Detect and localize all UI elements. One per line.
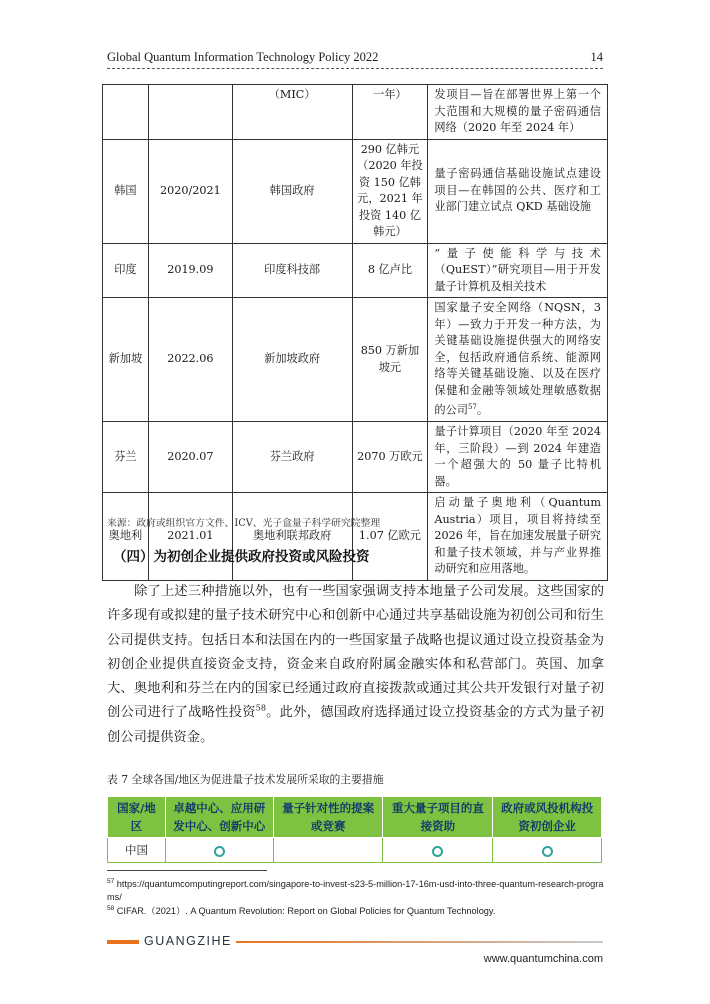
table-row bbox=[103, 422, 608, 493]
amount-cell: 290 亿韩元（2020 年投资 150 亿韩元，2021 年投资 140 亿韩元） bbox=[352, 139, 428, 243]
description-cell: 启动量子奥地利（Quantum Austria）项目，项目将持续至 2026 年，旨在加速发展量子研究和量子技术领域，并与产业界推动研究和应用落地。 bbox=[428, 493, 608, 581]
footer-accent-bar bbox=[107, 940, 139, 944]
table-row bbox=[103, 298, 608, 422]
country-cell: 韩国 bbox=[103, 139, 149, 243]
footer-brand-logo: GUANGZIHE bbox=[144, 934, 232, 948]
date-cell: 2020/2021 bbox=[148, 139, 232, 243]
section-heading: （四）为初创企业提供政府投资或风险投资 bbox=[113, 549, 370, 565]
description-cell: 量子计算项目（2020 年至 2024 年，三阶段）—到 2024 年建造一个超强大的 50 量子比特机器。 bbox=[428, 422, 608, 493]
mark-cell bbox=[383, 838, 493, 863]
document-title: Global Quantum Information Technology Policy 2022 bbox=[107, 50, 379, 64]
amount-cell: 一年） bbox=[352, 85, 428, 140]
header-divider bbox=[107, 68, 603, 69]
amount-cell: 850 万新加坡元 bbox=[352, 298, 428, 422]
region-cell: 中国 bbox=[108, 838, 166, 863]
footnote-ref[interactable]: 57 bbox=[467, 403, 477, 411]
paragraph-text: 。此外，德国政府选择通过设立投资基金的方式为量子初创公司提供资金。 bbox=[107, 705, 605, 745]
country-cell: 芬兰 bbox=[103, 422, 149, 493]
column-header: 国家/地区 bbox=[108, 797, 166, 838]
table-row bbox=[103, 243, 608, 298]
date-cell: 2021.01 bbox=[148, 493, 232, 581]
ring-icon bbox=[214, 846, 225, 857]
policy-table bbox=[102, 84, 608, 581]
footer-url[interactable]: www.quantumchina.com bbox=[483, 953, 603, 965]
footnote-number: 58 bbox=[107, 904, 115, 912]
footnote-item bbox=[107, 878, 604, 904]
page-header bbox=[107, 48, 603, 68]
date-cell: 2020.07 bbox=[148, 422, 232, 493]
column-header: 重大量子项目的直接资助 bbox=[383, 797, 493, 838]
agency-cell: 韩国政府 bbox=[232, 139, 352, 243]
table-source-note: 来源：政府或组织官方文件、ICV、光子盒量子科学研究院整理 bbox=[107, 518, 381, 529]
description-text: 国家量子安全网络（NQSN，3 年）—致力于开发一种方法，为关键基础设施提供强大的网络安全，包括政府通信系统、能源网络等关键基础设施、以及在医疗保健和金融等领域处理敏感数据的公司 bbox=[434, 301, 601, 417]
agency-cell: 奥地利联邦政府 bbox=[232, 493, 352, 581]
description-cell: 国家量子安全网络（NQSN，3 年）—致力于开发一种方法，为关键基础设施提供强大的网络安全，包括政府通信系统、能源网络等关键基础设施、以及在医疗保健和金融等领域处理敏感数据的公司$^{57}$。 bbox=[428, 298, 608, 422]
mark-cell bbox=[273, 838, 383, 863]
agency-cell: 新加坡政府 bbox=[232, 298, 352, 422]
footnote-divider bbox=[107, 870, 267, 871]
footnote-number: 57 bbox=[107, 877, 115, 885]
date-cell: 2019.09 bbox=[148, 243, 232, 298]
column-header: 量子针对性的提案或竞赛 bbox=[273, 797, 383, 838]
paragraph-text: 除了上述三种措施以外，也有一些国家强调支持本地量子公司发展。这些国家的许多现有或拟建的量子技术研究中心和创新中心通过共享基础设施为初创公司和衍生公司提供支持。包括日本和法国在内的一些国家量子战略也提议通过设立投资基金为初创企业提供直接资金支持，资金来自政府附属金融实体和私营部门。英国、加拿大、奥地利和芬兰在内的国家已经通过政府直接拨款或通过其公共开发银行对量子初创公司进行了战略性投资 bbox=[107, 584, 604, 721]
agency-cell: 芬兰政府 bbox=[232, 422, 352, 493]
footnote-ref[interactable]: 58 bbox=[255, 704, 266, 714]
table-row bbox=[103, 139, 608, 243]
body-paragraph bbox=[107, 580, 604, 750]
amount-cell: 1.07 亿欧元 bbox=[352, 493, 428, 581]
footnote-link[interactable]: https://quantumcomputingreport.com/singapore-to-invest-s23-5-million-17-16m-usd-into-three-quantum-research-programs/ bbox=[107, 879, 604, 902]
page-number: 14 bbox=[590, 50, 603, 64]
description-cell: 发项目—旨在部署世界上第一个大范围和大规模的量子密码通信网络（2020 年至 2024 年） bbox=[428, 85, 608, 140]
mark-cell bbox=[165, 838, 273, 863]
column-header: 卓越中心、应用研发中心、创新中心 bbox=[165, 797, 273, 838]
country-cell: 新加坡 bbox=[103, 298, 149, 422]
footnote-item bbox=[107, 905, 604, 918]
amount-cell: 8 亿卢比 bbox=[352, 243, 428, 298]
footer-divider bbox=[236, 941, 603, 943]
column-header: 政府或风投机构投资初创企业 bbox=[493, 797, 602, 838]
footnotes bbox=[107, 878, 604, 918]
footnote-text: CIFAR.（2021）. A Quantum Revolution: Report on Global Policies for Quantum Technology. bbox=[116, 906, 496, 916]
country-cell bbox=[103, 85, 149, 140]
date-cell bbox=[148, 85, 232, 140]
agency-cell: （MIC） bbox=[232, 85, 352, 140]
ring-icon bbox=[432, 846, 443, 857]
amount-cell: 2070 万欧元 bbox=[352, 422, 428, 493]
country-cell: 奥地利 bbox=[103, 493, 149, 581]
agency-cell: 印度科技部 bbox=[232, 243, 352, 298]
table-row bbox=[103, 493, 608, 581]
date-cell: 2022.06 bbox=[148, 298, 232, 422]
table-header-row bbox=[108, 797, 602, 838]
measures-table bbox=[107, 796, 602, 863]
ring-icon bbox=[542, 846, 553, 857]
country-cell: 印度 bbox=[103, 243, 149, 298]
table-caption: 表 7 全球各国/地区为促进量子技术发展所采取的主要措施 bbox=[107, 773, 384, 786]
description-cell: 量子密码通信基础设施试点建设项目—在韩国的公共、医疗和工业部门建立试点 QKD 基础设施 bbox=[428, 139, 608, 243]
table-row bbox=[103, 85, 608, 140]
mark-cell bbox=[493, 838, 602, 863]
table-row bbox=[108, 838, 602, 863]
description-cell: “量子使能科学与技术（QuEST）”研究项目—用于开发量子计算机及相关技术 bbox=[428, 243, 608, 298]
